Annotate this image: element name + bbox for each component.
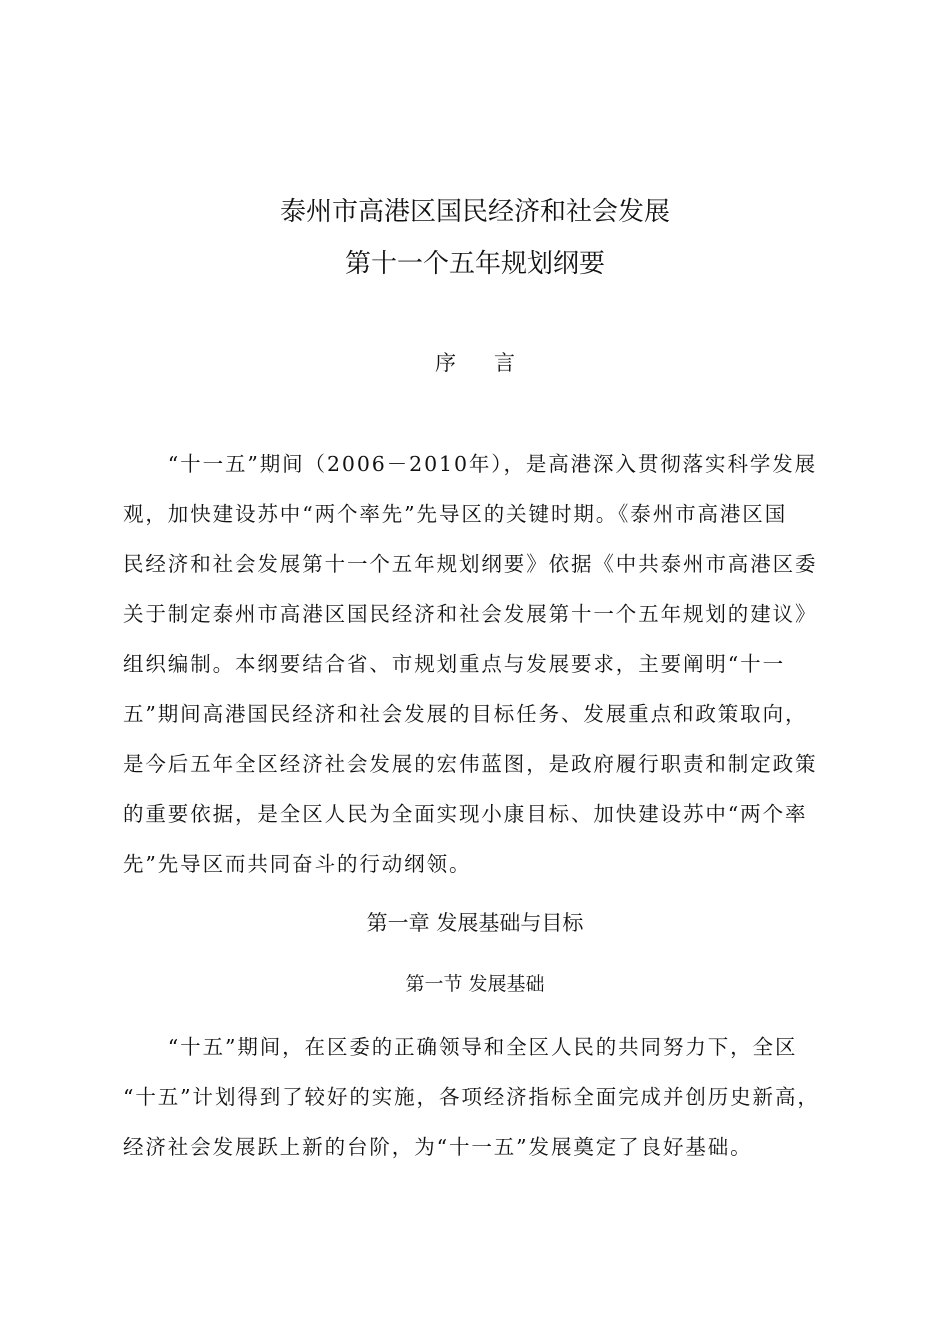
preface-line: 的重要依据，是全区人民为全面实现小康目标、加快建设苏中“两个率 xyxy=(123,802,808,826)
preface-line: “十一五”期间（2006－2010年），是高港深入贯彻落实科学发展 xyxy=(123,452,818,476)
section-line: “十五”期间，在区委的正确领导和全区人民的共同努力下，全区 xyxy=(123,1035,798,1059)
preface-line: 民经济和社会发展第十一个五年规划纲要》依据《中共泰州市高港区委 xyxy=(123,552,818,576)
preface-line: 五”期间高港国民经济和社会发展的目标任务、发展重点和政策取向， xyxy=(123,702,808,726)
preface-line: 是今后五年全区经济社会发展的宏伟蓝图，是政府履行职责和制定政策 xyxy=(123,752,818,776)
document-title-line-1: 泰州市高港区国民经济和社会发展 xyxy=(279,197,670,227)
preface-line: 组织编制。本纲要结合省、市规划重点与发展要求，主要阐明“十一 xyxy=(123,652,785,676)
section-heading: 第一节 发展基础 xyxy=(405,973,545,995)
preface-line: 观，加快建设苏中“两个率先”先导区的关键时期。《泰州市高港区国 xyxy=(123,502,788,526)
section-line: 经济社会发展跃上新的台阶，为“十一五”发展奠定了良好基础。 xyxy=(123,1135,753,1159)
section-line: “十五”计划得到了较好的实施，各项经济指标全面完成并创历史新高， xyxy=(123,1085,820,1109)
preface-line: 先”先导区而共同奋斗的行动纲领。 xyxy=(123,852,472,876)
preface-heading: 序言 xyxy=(435,351,553,375)
document-title-line-2: 第十一个五年规划纲要 xyxy=(344,249,605,279)
preface-line: 关于制定泰州市高港区国民经济和社会发展第十一个五年规划的建议》 xyxy=(123,602,818,626)
preface-paragraph xyxy=(123,439,835,889)
chapter-heading: 第一章 发展基础与目标 xyxy=(366,911,584,935)
section-paragraph xyxy=(123,1022,835,1172)
